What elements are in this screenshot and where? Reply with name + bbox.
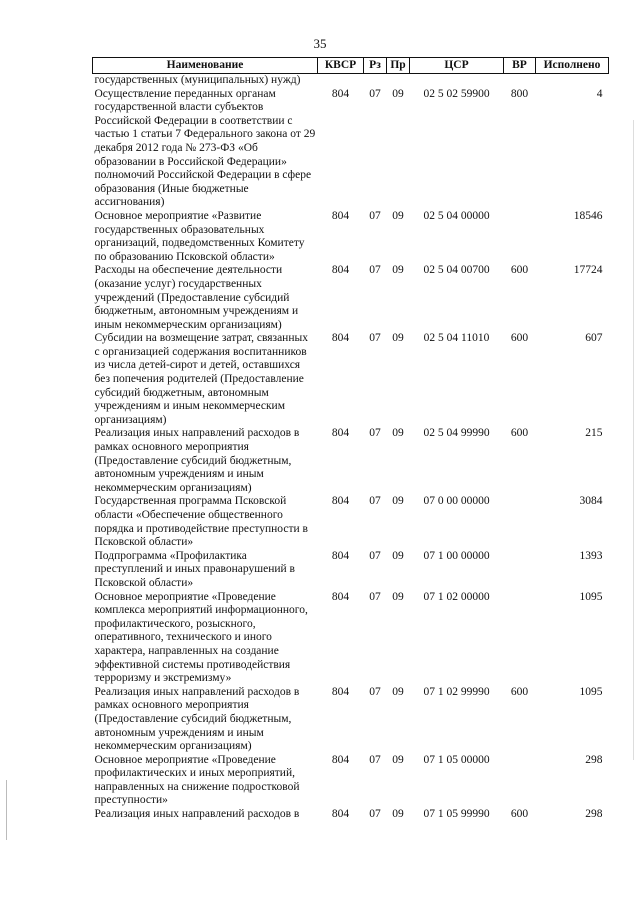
row-csr: 07 1 05 99990 — [423, 808, 490, 821]
row-rz: 07 — [369, 209, 381, 222]
row-pr: 09 — [392, 549, 404, 562]
row-rz: 07 — [369, 549, 381, 562]
row-pr: 09 — [392, 590, 404, 603]
page-number: 35 — [313, 36, 327, 51]
header-pr: Пр — [387, 58, 410, 74]
row-pr — [387, 74, 410, 88]
row-csr: 07 1 00 00000 — [423, 549, 490, 562]
table-body — [93, 74, 609, 822]
row-name: Реализация иных направлений расходов в — [94, 808, 300, 821]
row-vr: 800 — [510, 87, 529, 100]
row-name: Основное мероприятие «Проведение профилактических и иных мероприятий, направленных на снижение подростковой преступности» — [94, 753, 300, 807]
row-isp — [536, 74, 609, 88]
row-rz: 07 — [369, 808, 381, 821]
row-rz: 07 — [369, 264, 381, 277]
row-kvsr: 804 — [331, 549, 350, 562]
table-row — [93, 591, 609, 686]
row-kvsr: 804 — [331, 685, 350, 698]
table-row — [93, 427, 609, 495]
table-row — [93, 332, 609, 427]
row-vr: 600 — [510, 264, 529, 277]
row-isp: 3084 — [579, 495, 603, 508]
row-name: Основное мероприятие «Проведение комплекса мероприятий информационного, профилактического, розыскного, оперативного, технического и иного характера, направленных на создание эффективной системы противодействия терроризму и экстремизму» — [94, 590, 308, 685]
row-csr: 07 0 00 00000 — [423, 495, 490, 508]
row-isp: 18546 — [573, 209, 603, 222]
row-pr: 09 — [392, 427, 404, 440]
row-isp: 4 — [596, 87, 603, 100]
row-name: Реализация иных направлений расходов в рамках основного мероприятия (Предоставление субсидий бюджетным, автономным учреждениям и иным некоммерческим организациям) — [94, 427, 300, 494]
row-pr: 09 — [392, 685, 404, 698]
row-name: государственных (муниципальных) нужд) — [94, 74, 301, 86]
table-row — [93, 754, 609, 808]
table-row — [93, 74, 609, 88]
row-kvsr: 804 — [331, 808, 350, 821]
table-header — [93, 58, 609, 74]
row-rz: 07 — [369, 87, 381, 100]
row-rz: 07 — [369, 495, 381, 508]
row-vr: 600 — [510, 427, 529, 440]
table-row — [93, 210, 609, 264]
row-pr: 09 — [392, 753, 404, 766]
row-name: Основное мероприятие «Развитие государственных образовательных организаций, подведомственных Комитету по образованию Псковской области» — [94, 209, 305, 263]
row-vr — [504, 550, 536, 591]
row-vr: 600 — [510, 808, 529, 821]
row-kvsr: 804 — [331, 495, 350, 508]
row-kvsr — [318, 74, 364, 88]
row-pr: 09 — [392, 808, 404, 821]
row-csr: 02 5 04 00000 — [423, 209, 490, 222]
row-isp: 1393 — [579, 549, 603, 562]
row-csr: 07 1 05 00000 — [423, 753, 490, 766]
row-name: Подпрограмма «Профилактика преступлений и иных правонарушений в Псковской области» — [94, 549, 295, 589]
row-csr: 07 1 02 99990 — [423, 685, 490, 698]
row-isp: 1095 — [579, 685, 603, 698]
row-isp: 1095 — [579, 590, 603, 603]
row-kvsr: 804 — [331, 590, 350, 603]
row-name: Субсидии на возмещение затрат, связанных с организацией содержания воспитанников из числа детей-сирот и детей, оставшихся без попечения родителей (Предоставление субсидий бюджетным, автономным учреждениям и иным некоммерческим организациям) — [94, 332, 308, 426]
row-vr — [504, 74, 536, 88]
row-kvsr: 804 — [331, 87, 350, 100]
row-rz: 07 — [369, 753, 381, 766]
table-row — [93, 495, 609, 549]
row-csr: 02 5 04 00700 — [423, 264, 490, 277]
budget-table-container — [92, 57, 608, 822]
row-isp: 298 — [585, 808, 603, 821]
row-pr: 09 — [392, 264, 404, 277]
row-kvsr: 804 — [331, 753, 350, 766]
scan-edge-mark — [633, 120, 634, 760]
table-row — [93, 686, 609, 754]
row-csr: 02 5 04 99990 — [423, 427, 490, 440]
row-vr — [504, 591, 536, 686]
header-vr: ВР — [504, 58, 536, 74]
row-rz: 07 — [369, 685, 381, 698]
header-csr: ЦСР — [410, 58, 504, 74]
row-csr: 07 1 02 00000 — [423, 590, 490, 603]
budget-table — [92, 57, 609, 822]
row-kvsr: 804 — [331, 209, 350, 222]
row-isp: 17724 — [573, 264, 603, 277]
table-row — [93, 88, 609, 210]
row-rz: 07 — [369, 590, 381, 603]
row-pr: 09 — [392, 87, 404, 100]
row-rz: 07 — [369, 332, 381, 345]
row-vr — [504, 210, 536, 264]
row-name: Реализация иных направлений расходов в рамках основного мероприятия (Предоставление субсидий бюджетным, автономным учреждениям и иным некоммерческим организациям) — [94, 685, 300, 753]
row-kvsr: 804 — [331, 264, 350, 277]
row-kvsr: 804 — [331, 427, 350, 440]
table-row — [93, 264, 609, 332]
header-kvsr: КВСР — [318, 58, 364, 74]
header-rz: Рз — [364, 58, 387, 74]
row-vr — [504, 495, 536, 549]
row-name: Государственная программа Псковской области «Обеспечение общественного порядка и противодействие преступности в Псковской области» — [94, 495, 308, 549]
row-name: Осуществление переданных органам государственной власти субъектов Российской Федерации в соответствии с частью 1 статьи 7 Федерального закона от 29 декабря 2012 года № 273-ФЗ «Об образовании в Российской Федерации» полномочий Российской Федерации в сфере образования (Иные бюджетные ассигнования) — [94, 87, 316, 209]
header-name: Наименование — [93, 58, 318, 74]
row-vr: 600 — [510, 685, 529, 698]
row-rz — [364, 74, 387, 88]
row-vr: 600 — [510, 332, 529, 345]
row-csr — [410, 74, 504, 88]
row-kvsr: 804 — [331, 332, 350, 345]
row-isp: 607 — [585, 332, 603, 345]
row-rz: 07 — [369, 427, 381, 440]
table-row — [93, 808, 609, 822]
row-isp: 215 — [585, 427, 603, 440]
row-pr: 09 — [392, 495, 404, 508]
header-isp: Исполнено — [536, 58, 609, 74]
row-pr: 09 — [392, 209, 404, 222]
row-csr: 02 5 02 59900 — [423, 87, 490, 100]
row-pr: 09 — [392, 332, 404, 345]
row-isp: 298 — [585, 753, 603, 766]
row-csr: 02 5 04 11010 — [423, 332, 490, 345]
scan-edge-mark — [6, 780, 7, 840]
row-vr — [504, 754, 536, 808]
table-row — [93, 550, 609, 591]
row-name: Расходы на обеспечение деятельности (оказание услуг) государственных учреждений (Предоставление субсидий бюджетным, автономным учреждениям и иным некоммерческим организациям) — [94, 264, 299, 331]
